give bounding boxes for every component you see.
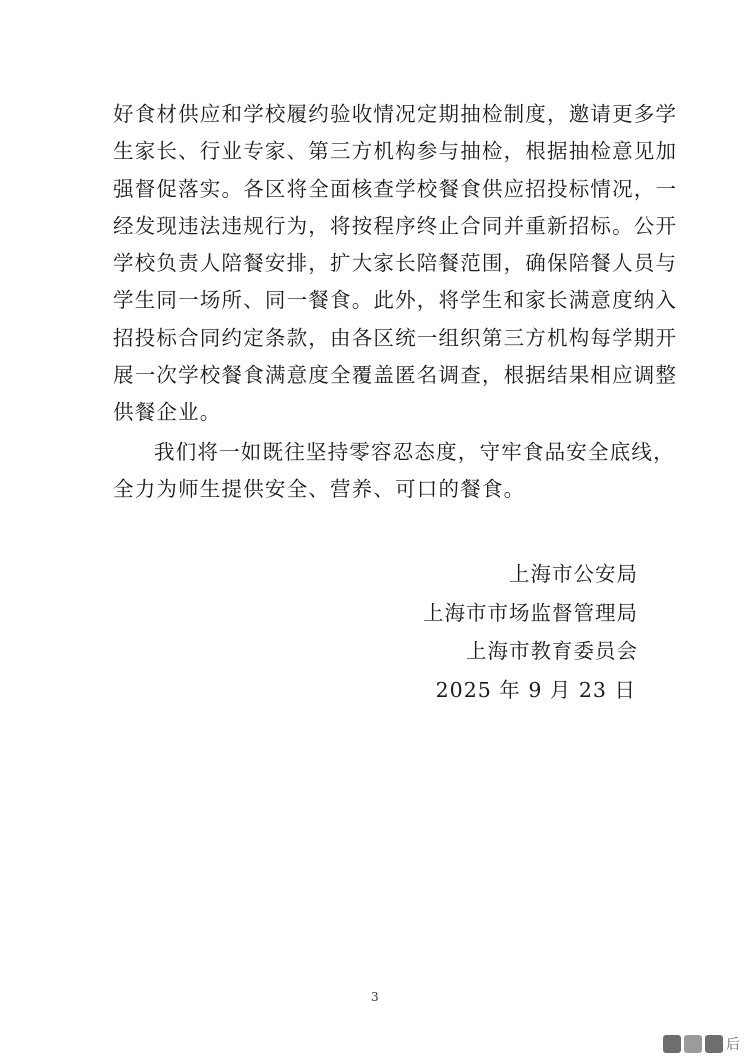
text-line: 我们将一如既往坚持零容忍态度，守牢食品安全底线， (154, 439, 675, 464)
text-line: 展一次学校餐食满意度全覆盖匿名调查，根据结果相应调整 (113, 363, 678, 388)
text-line: 供餐企业。 (113, 400, 222, 425)
text-line: 好食材供应和学校履约验收情况定期抽检制度，邀请更多学 (113, 102, 678, 126)
paragraph-2 (113, 434, 675, 509)
paragraph-1 (113, 96, 678, 432)
watermark (663, 1034, 740, 1054)
signature-block (423, 555, 638, 709)
document-body (113, 96, 678, 508)
text-line: 学校负责人陪餐安排，扩大家长陪餐范围，确保陪餐人员与 (113, 251, 678, 276)
text-line: 学生同一场所、同一餐食。此外，将学生和家长满意度纳入 (113, 288, 678, 313)
text-line: 招投标合同约定条款，由各区统一组织第三方机构每学期开 (113, 325, 678, 350)
watermark-logo-icon (663, 1035, 681, 1053)
watermark-logo-icon (705, 1035, 723, 1053)
watermark-logo-icon (684, 1035, 702, 1053)
watermark-text: 后 (726, 1036, 740, 1052)
signatory-education: 上海市教育委员会 (466, 639, 638, 663)
text-line: 全力为师生提供安全、营养、可口的餐食。 (113, 476, 526, 501)
text-line: 强督促落实。各区将全面核查学校餐食供应招投标情况，一 (113, 176, 678, 201)
signatory-public-security: 上海市公安局 (509, 562, 638, 586)
document-date: 2025 年 9 月 23 日 (435, 677, 636, 702)
page-number: 3 (371, 990, 379, 1004)
text-line: 经发现违法违规行为，将按程序终止合同并重新招标。公开 (113, 213, 678, 238)
text-line: 生家长、行业专家、第三方机构参与抽检，根据抽检意见加 (113, 139, 678, 164)
signatory-market-supervision: 上海市市场监督管理局 (423, 600, 638, 625)
